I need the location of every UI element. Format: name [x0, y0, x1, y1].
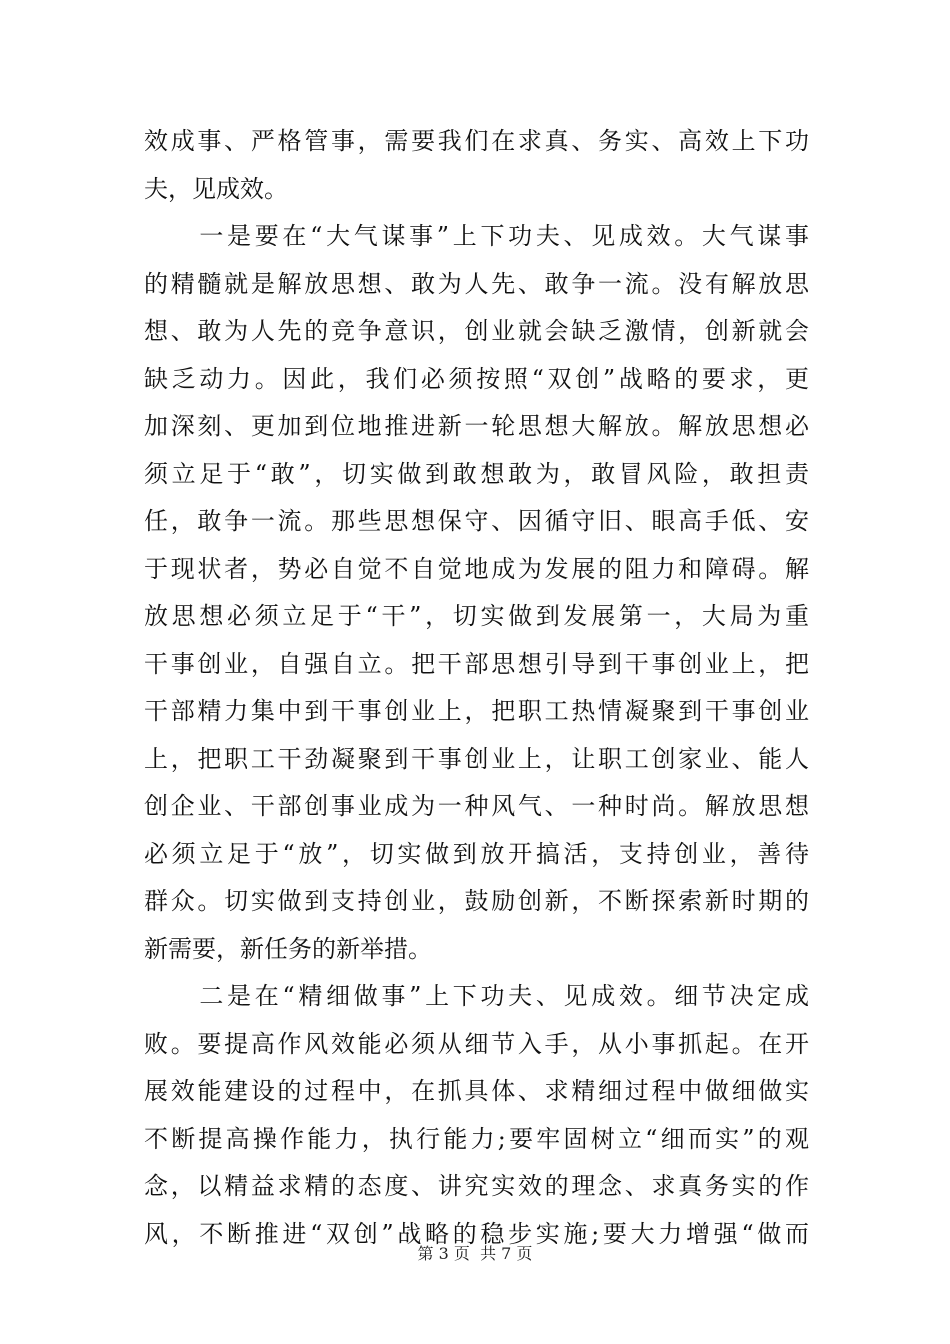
document-body — [144, 118, 809, 1258]
page-number-label: 第 3 页 共 7 页 — [417, 1244, 533, 1263]
text-line: 群众。切实做到支持创业，鼓励创新，不断探索新时期的 — [144, 887, 809, 915]
text-line: 败。要提高作风效能必须从细节入手，从小事抓起。在开 — [144, 1029, 809, 1058]
page-footer — [0, 1241, 950, 1264]
text-line: 加深刻、更加到位地推进新一轮思想大解放。解放思想必 — [144, 412, 809, 440]
text-line: 念，以精益求精的态度、讲究实效的理念、求真务实的作 — [144, 1172, 809, 1200]
text-line: 风，不断推进“双创”战略的稳步实施;要大力增强“做而 — [144, 1219, 809, 1248]
text-line: 必须立足于“放”，切实做到放开搞活，支持创业，善待 — [144, 839, 809, 868]
text-line: 二是在“精细做事”上下功夫、见成效。细节决定成 — [144, 982, 809, 1010]
text-line: 创企业、干部创事业成为一种风气、一种时尚。解放思想 — [144, 792, 809, 820]
text-line: 效成事、严格管事，需要我们在求真、务实、高效上下功 — [144, 127, 809, 155]
text-line: 不断提高操作能力，执行能力;要牢固树立“细而实”的观 — [144, 1124, 809, 1153]
text-line: 于现状者，势必自觉不自觉地成为发展的阻力和障碍。解 — [144, 554, 809, 583]
text-line: 新需要，新任务的新举措。 — [144, 934, 432, 963]
text-line: 放思想必须立足于“干”，切实做到发展第一，大局为重 — [144, 602, 809, 630]
text-line: 任，敢争一流。那些思想保守、因循守旧、眼高手低、安 — [144, 507, 809, 535]
text-line: 展效能建设的过程中，在抓具体、求精细过程中做细做实 — [144, 1077, 809, 1105]
text-line: 夫，见成效。 — [144, 174, 288, 203]
text-line: 想、敢为人先的竞争意识，创业就会缺乏激情，创新就会 — [144, 317, 809, 345]
text-line: 须立足于“敢”，切实做到敢想敢为，敢冒风险，敢担责 — [144, 459, 809, 488]
text-line: 干事创业，自强自立。把干部思想引导到干事创业上，把 — [144, 649, 809, 678]
text-line: 上，把职工干劲凝聚到干事创业上，让职工创家业、能人 — [144, 744, 809, 773]
text-line: 的精髓就是解放思想、敢为人先、敢争一流。没有解放思 — [144, 269, 809, 298]
text-line: 一是要在“大气谋事”上下功夫、见成效。大气谋事 — [144, 222, 809, 250]
text-line: 干部精力集中到干事创业上，把职工热情凝聚到干事创业 — [144, 697, 809, 725]
text-line: 缺乏动力。因此，我们必须按照“双创”战略的要求，更 — [144, 364, 809, 393]
